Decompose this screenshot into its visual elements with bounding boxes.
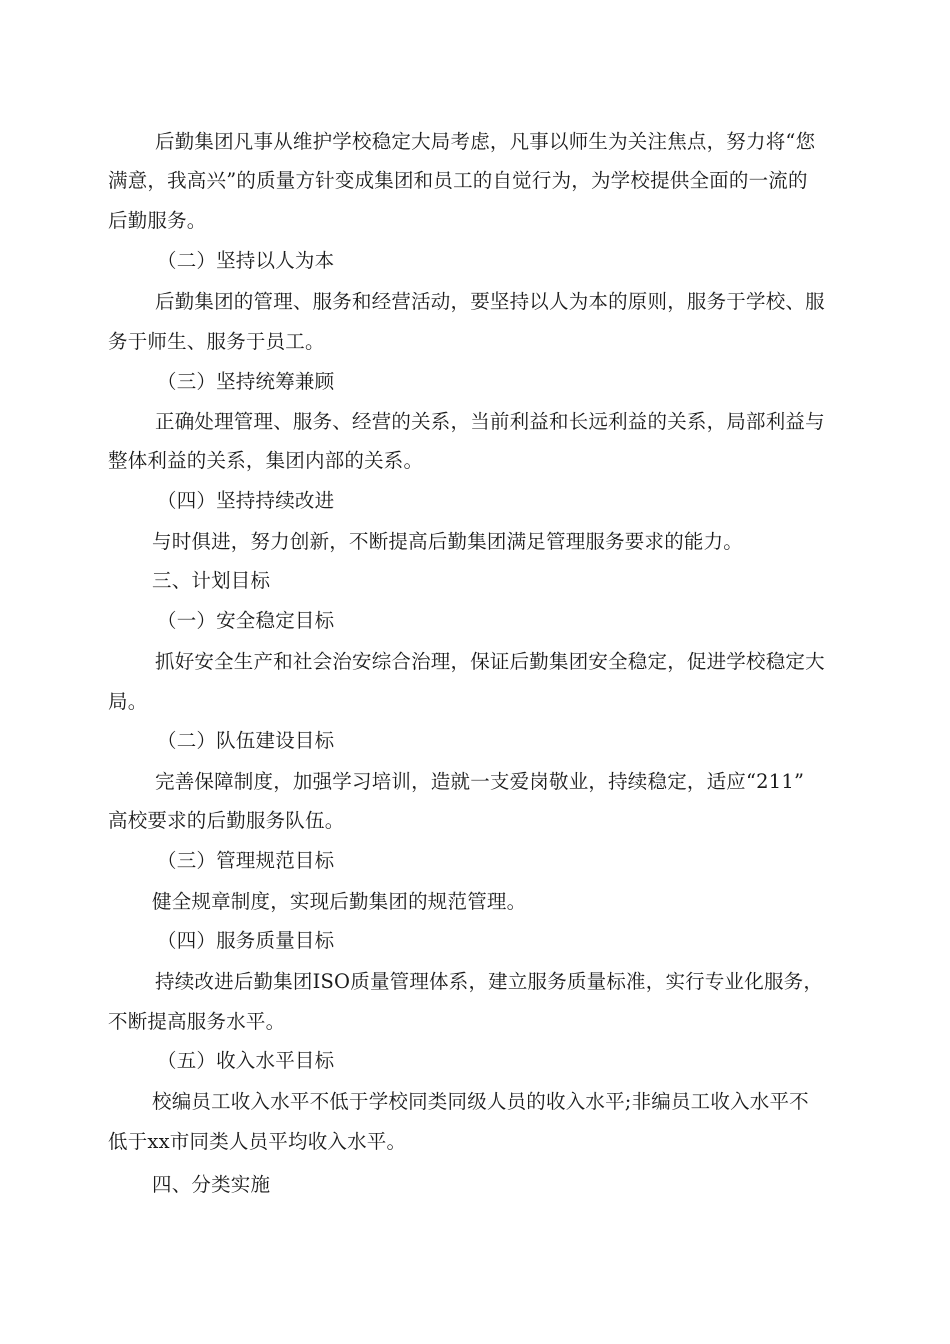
text-line: 整体利益的关系，集团内部的关系。	[108, 449, 424, 472]
text-line: 完善保障制度，加强学习培训，造就一支爱岗敬业，持续稳定，适应“211”	[155, 770, 805, 793]
text-line: 健全规章制度，实现后勤集团的规范管理。	[152, 890, 527, 913]
section-heading: （四）服务质量目标	[157, 929, 335, 952]
text-line: 后勤集团凡事从维护学校稳定大局考虑，凡事以师生为关注焦点，努力将“您	[155, 130, 816, 153]
text-line: 务于师生、服务于员工。	[108, 330, 325, 353]
text-line: 抓好安全生产和社会治安综合治理，保证后勤集团安全稳定，促进学校稳定大	[155, 650, 825, 673]
text-line: 满意，我高兴”的质量方针变成集团和员工的自觉行为，为学校提供全面的一流的	[108, 169, 808, 192]
section-heading: （二）坚持以人为本	[157, 249, 335, 272]
section-heading: 四、分类实施	[152, 1173, 271, 1196]
section-heading: （五）收入水平目标	[157, 1049, 335, 1072]
text-line: 高校要求的后勤服务队伍。	[108, 809, 345, 832]
text-line: 后勤集团的管理、服务和经营活动，要坚持以人为本的原则，服务于学校、服	[155, 290, 825, 313]
section-heading: 三、计划目标	[152, 569, 271, 592]
text-line: 与时俱进，努力创新，不断提高后勤集团满足管理服务要求的能力。	[152, 530, 744, 553]
section-heading: （三）管理规范目标	[157, 849, 335, 872]
text-line: 局。	[108, 690, 148, 713]
text-line: 后勤服务。	[108, 209, 207, 232]
section-heading: （四）坚持持续改进	[157, 489, 335, 512]
section-heading: （二）队伍建设目标	[157, 729, 335, 752]
section-heading: （一）安全稳定目标	[157, 609, 335, 632]
section-heading: （三）坚持统筹兼顾	[157, 370, 335, 393]
text-line: 不断提高服务水平。	[108, 1010, 286, 1033]
text-line: 低于xx市同类人员平均收入水平。	[108, 1130, 407, 1153]
text-line: 校编员工收入水平不低于学校同类同级人员的收入水平;非编员工收入水平不	[152, 1090, 809, 1113]
text-line: 正确处理管理、服务、经营的关系，当前利益和长远利益的关系，局部利益与	[155, 410, 825, 433]
text-line: 持续改进后勤集团ISO质量管理体系，建立服务质量标准，实行专业化服务，	[155, 970, 824, 993]
